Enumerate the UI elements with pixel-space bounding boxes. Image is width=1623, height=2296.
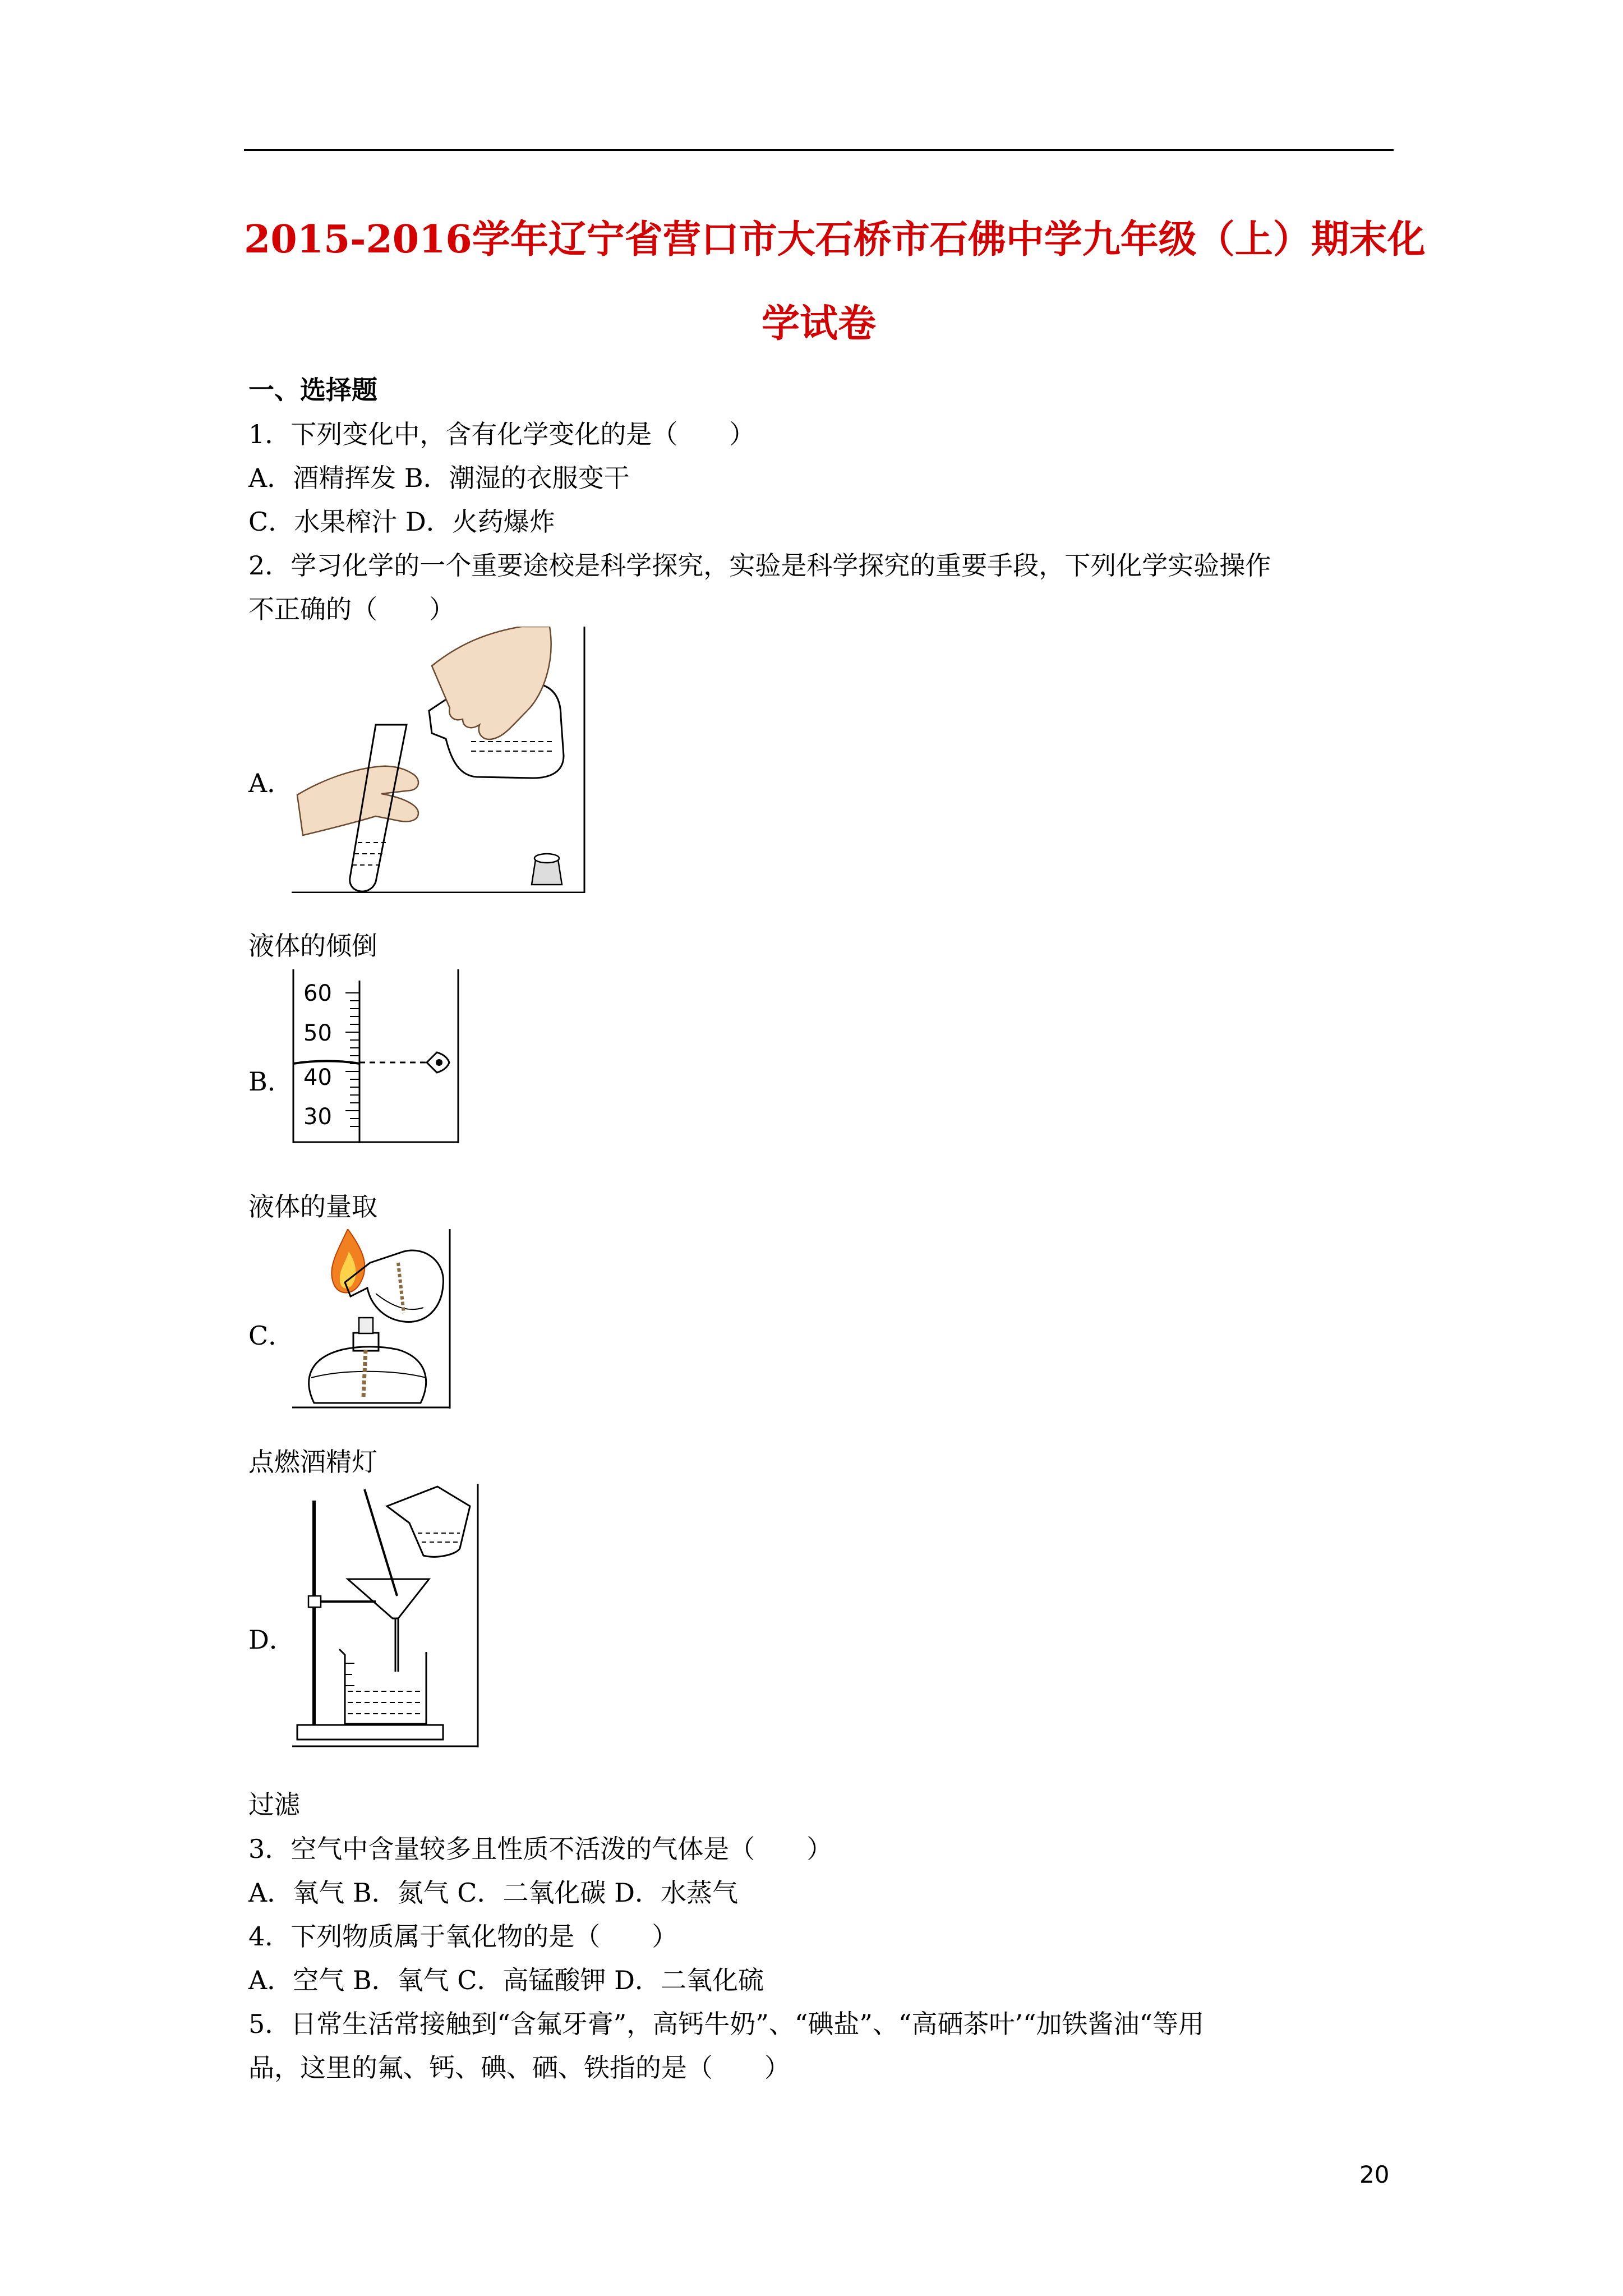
exam-title-line1: 2015-2016学年辽宁省营口市大石桥市石佛中学九年级（上）期末化 (244, 217, 1426, 262)
q2-option-c-label: C． (248, 1320, 294, 1351)
header-rule (244, 149, 1394, 151)
q1-options-2: C．水果榨汁 D．火药爆炸 (248, 507, 555, 537)
q2-option-a-label: A． (248, 768, 293, 798)
q2-option-d-label: D． (248, 1625, 295, 1655)
alcohol-lamp-figure (292, 1229, 451, 1409)
exam-title-line2: 学试卷 (761, 301, 876, 346)
page-number: 20 (1359, 2161, 1390, 2188)
scale-label-40: 40 (303, 1065, 332, 1091)
q2-option-d-caption: 过滤 (248, 1789, 300, 1820)
q4-options: A．空气 B．氧气 C．高锰酸钾 D．二氧化硫 (248, 1965, 764, 1995)
scale-label-60: 60 (303, 981, 332, 1006)
q3-options: A．氧气 B．氮气 C．二氧化碳 D．水蒸气 (248, 1878, 738, 1908)
q1-options-1: A．酒精挥发 B．潮湿的衣服变干 (248, 463, 630, 493)
q2-option-b-label: B． (248, 1066, 293, 1097)
section-heading: 一、选择题 (248, 375, 377, 405)
q1-stem: 1．下列变化中，含有化学变化的是（ ） (248, 419, 755, 449)
graduated-cylinder-figure (292, 969, 459, 1143)
q2-stem-1: 2．学习化学的一个重要途校是科学探究，实验是科学探究的重要手段，下列化学实验操作 (248, 550, 1271, 581)
q2-option-c-caption: 点燃酒精灯 (248, 1447, 377, 1477)
filtration-figure (292, 1484, 479, 1747)
scale-label-30: 30 (303, 1104, 332, 1130)
q4-stem: 4．下列物质属于氧化物的是（ ） (248, 1921, 678, 1952)
q2-option-a-caption: 液体的倾倒 (248, 931, 377, 961)
q3-stem: 3．空气中含量较多且性质不活泼的气体是（ ） (248, 1834, 833, 1864)
q5-stem-2: 品，这里的氟、钙、碘、硒、铁指的是（ ） (248, 2053, 790, 2083)
scale-label-50: 50 (303, 1020, 332, 1046)
q2-option-b-caption: 液体的量取 (248, 1191, 377, 1222)
q2-stem-2: 不正确的（ ） (248, 594, 455, 624)
pouring-liquid-figure (292, 627, 586, 893)
q5-stem-1: 5．日常生活常接触到“含氟牙膏”，高钙牛奶”、“碘盐”、“高硒茶叶’“加铁酱油“等用 (248, 2009, 1205, 2039)
